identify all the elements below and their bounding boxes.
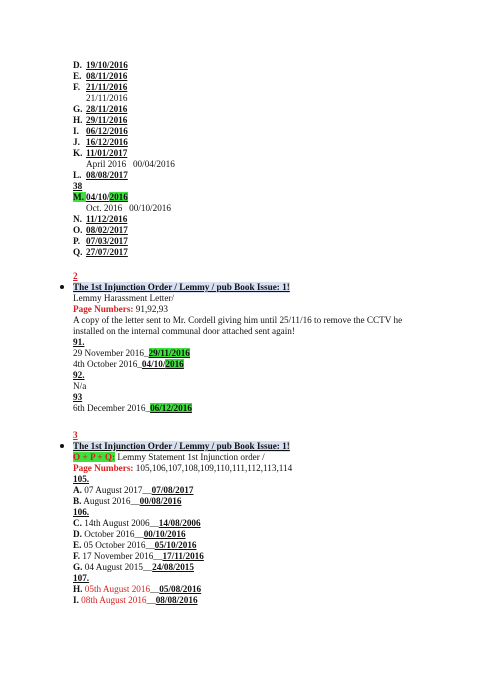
page-number-107: 107. [73,573,90,583]
section-2-page-numbers: Page Numbers: 91,92,93 [73,304,168,314]
entry-c: C. 14th August 2006__14/08/2006 [73,518,201,528]
list-item-k: K. 11/01/2017 [73,148,128,158]
bullet-icon [60,444,64,448]
section-3-statement: O + P + Q: Lemmy Statement 1st Injunction order / [73,452,265,462]
entry-i: I. 08th August 2016__08/08/2016 [73,595,198,605]
section-3-page-numbers: Page Numbers: 105,106,107,108,109,110,111,112,113,114 [73,463,293,473]
page-number-91: 91. [73,337,85,347]
page-number-38: 38 [73,181,83,191]
list-item-n: N. 11/12/2016 [73,214,128,224]
entry-29-nov: 29 November 2016_29/11/2016 [73,348,190,358]
list-item-p: P. 07/03/2017 [73,236,128,246]
section-3-title: The 1st Injunction Order / Lemmy / pub Book Issue: 1! [73,441,290,451]
date-i: 06/12/2016 [86,126,128,136]
list-item-j: J. 16/12/2016 [73,137,128,147]
date-f: 21/11/2016 [86,82,128,92]
list-item-f: F. 21/11/2016 [73,82,128,92]
list-item-h: H. 29/11/2016 [73,115,128,125]
date-q: 27/07/2017 [86,247,128,257]
entry-f: F. 17 November 2016__17/11/2016 [73,551,204,561]
note-m: Oct. 2016 00/10/2016 [86,203,171,213]
note-f: 21/11/2016 [86,93,128,103]
section-2-desc-line1: A copy of the letter sent to Mr. Cordell giving him until 25/11/16 to remove the CCTV he [73,315,403,325]
list-item-g: G. 28/11/2016 [73,104,128,114]
date-29-11-2016: 29/11/2016 [148,348,190,358]
entry-g: G. 04 August 2015__24/08/2015 [73,562,194,572]
entry-h: H. 05th August 2016__05/08/2016 [73,584,202,594]
note-k: April 2016 00/04/2016 [86,159,175,169]
list-item-q: Q. 27/07/2017 [73,247,128,257]
date-n: 11/12/2016 [86,214,128,224]
entry-4-oct: 4th October 2016_04/10/2016 [73,359,184,369]
entry-e: E. 05 October 2016__05/10/2016 [73,540,197,550]
date-l: 08/08/2017 [86,170,128,180]
entry-6-dec: 6th December 2016_06/12/2016 [73,403,192,413]
page-number-92: 92. [73,370,85,380]
list-item-m: M. 04/10/2016 [73,192,128,202]
section-3-number: 3 [73,430,78,440]
entry-na: N/a [73,381,87,391]
page-number-106: 106. [73,507,90,517]
date-06-12-2016: 06/12/2016 [150,403,192,413]
date-o: 08/02/2017 [86,225,128,235]
list-item-o: O. 08/02/2017 [73,225,128,235]
date-k: 11/01/2017 [86,148,128,158]
date-h: 29/11/2016 [86,115,128,125]
page-number-105: 105. [73,474,90,484]
section-2-number: 2 [73,271,78,281]
list-item-e: E. 08/11/2016 [73,71,128,81]
entry-d: D. October 2016__00/10/2016 [73,529,186,539]
section-2-desc-line2: installed on the internal communal door attached sent again! [73,326,295,336]
list-item-d: D. 19/10/2016 [73,60,128,70]
section-2-subtitle: Lemmy Harassment Letter/ [73,293,175,303]
date-m-part1: 04/10/ [86,192,110,202]
entry-a: A. 07 August 2017__07/08/2017 [73,485,194,495]
date-m-part2: 2016 [109,192,128,202]
date-j: 16/12/2016 [86,137,128,147]
list-item-i: I. 06/12/2016 [73,126,128,136]
date-p: 07/03/2017 [86,236,128,246]
section-2-title: The 1st Injunction Order / Lemmy / pub Book Issue: 1! [73,282,290,292]
bullet-icon [60,285,64,289]
list-item-l: L. 08/08/2017 [73,170,128,180]
date-e: 08/11/2016 [86,71,128,81]
date-g: 28/11/2016 [86,104,128,114]
date-d: 19/10/2016 [86,60,128,70]
entry-b: B. August 2016__00/08/2016 [73,496,182,506]
page-number-93: 93 [73,392,83,402]
